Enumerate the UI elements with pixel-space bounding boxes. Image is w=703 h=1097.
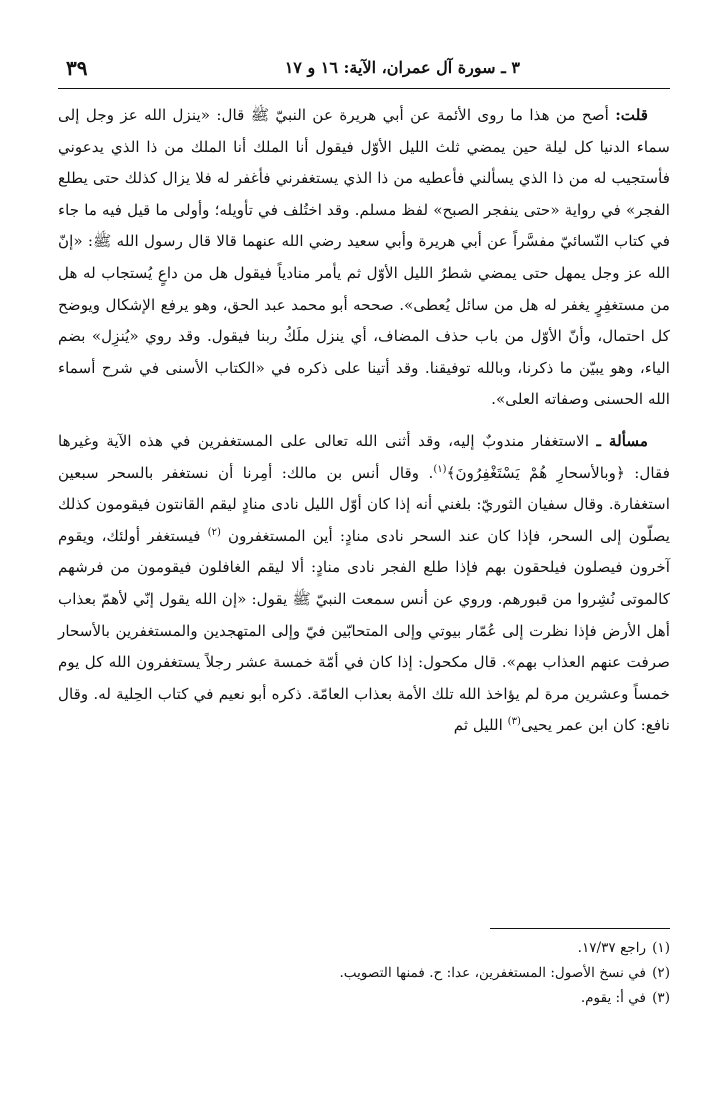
footnote-number: (٢) — [652, 965, 670, 981]
paragraph-lead: قلت: — [615, 106, 649, 124]
footnote — [58, 936, 670, 961]
paragraph-masala — [58, 426, 670, 742]
body-text — [58, 100, 670, 742]
footnote-ref-1[interactable]: (١) — [433, 463, 447, 475]
footnote-number: (٣) — [652, 990, 670, 1006]
paragraph-text: فيستغفر أولئك، ويقوم آخرون فيصلون فيلحقون بهم فإذا طلع الفجر نادى منادٍ: ألا ليقم الغافلون فيقومون من فرشهم كالموتى نُشِروا من قبورهم. وروي عن أنس سمعت النبيّ ﷺ يقول: «إن الله يقول إنّي لأهمّ بعذاب أهل الأرض فإذا نظرت إلى عُمّار بيوتي وإلى المتحابّين فيّ وإلى المتهجدين والمستغفرين بالأسحار صرفت عنهم العذاب بهم». قال مكحول: إذا كان في أمّة خمسة عشر رجلاً يستغفرون الله كل يوم خمساً وعشرين مرة لم يؤاخذ الله تلك الأمة بعذاب العامّة. ذكره أبو نعيم في كتاب الحِلية له. وقال نافع: كان ابن عمر يحيى — [58, 526, 670, 735]
footnote — [58, 961, 670, 986]
footnotes — [58, 936, 670, 1011]
paragraph-text: . وقال أنس بن مالك: أمِرنا أن نستغفر بالسحر سبعين استغفارة. وقال سفيان الثوريّ: بلغني أنه إذا كان أوّل الليل نادى منادٍ ليقم القانتون فيقومون كذلك يصلّون إلى السحر، فإذا كان عند السحر نادى منادٍ: أين المستغفرون — [58, 463, 671, 545]
footnote-text: راجع ١٧/٣٧. — [577, 940, 647, 956]
footnote-rule — [490, 928, 670, 929]
running-title: ٣ ـ سورة آل عمران، الآية: ١٦ و ١٧ — [284, 58, 520, 77]
footnote — [58, 986, 670, 1011]
page-number: ٣٩ — [66, 56, 88, 80]
footnote-ref-3[interactable]: (٣) — [507, 716, 521, 728]
footnote-text: في نسخ الأصول: المستغفرين، عدا: ح. فمنها التصويب. — [339, 965, 647, 981]
paragraph-text: أصح من هذا ما روى الأئمة عن أبي هريرة عن النبيّ ﷺ قال: «ينزل الله عز وجل إلى سماء الدنيا كل ليلة حين يمضي ثلث الليل الأوّل فيقول أنا الملك أنا الملك من ذا الذي يدعوني فأستجيب له من ذا الذي يسألني فأعطيه من ذا الذي يستغفرني فأغفر له فلا يزال كذلك حتى يطلع الفجر» في رواية «حتى ينفجر الصبح» لفظ مسلم. وقد اختُلف في تأويله؛ وأولى ما قيل فيه ما جاء في كتاب النّسائيّ مفسَّراً عن أبي هريرة وأبي سعيد رضي الله عنهما قالا قال رسول الله ﷺ: «إنّ الله عز وجل يمهل حتى يمضي شطرُ الليل الأوّل ثم يأمر منادياً فيقول هل من داعٍ يُستجاب له هل من مستغفِرٍ يغفر له هل من سائل يُعطى». صححه أبو محمد عبد الحق، وهو يرفع الإشكال ويوضح كل احتمال، وأنّ الأوّل من باب حذف المضاف، أي ينزل ملَكُ ربنا فيقول. وقد روي «يُنزِل» بضم الياء، وهو يبيّن ما ذكرنا، وبالله توفيقنا. وقد أتينا على ذكره في «الكتاب الأسنى في شرح أسماء الله الحسنى وصفاته العلى». — [58, 106, 670, 409]
footnote-text: في أ: يقوم. — [580, 990, 647, 1006]
header-rule — [58, 88, 670, 89]
footnote-ref-2[interactable]: (٢) — [207, 526, 221, 538]
paragraph-hadith — [58, 100, 670, 416]
paragraph-lead: مسألة ـ — [596, 431, 649, 450]
paragraph-text: الليل ثم — [453, 716, 508, 735]
footnote-number: (١) — [652, 940, 670, 956]
page-header — [58, 42, 670, 84]
book-page — [58, 42, 670, 1082]
paragraph-text: الاستغفار مندوبٌ إليه، وقد أثنى الله تعالى على المستغفرين في هذه الآية وغيرها فقال: ﴿وبالأسحارِ هُمْ يَسْتَغْفِرُونَ﴾ — [58, 431, 671, 482]
